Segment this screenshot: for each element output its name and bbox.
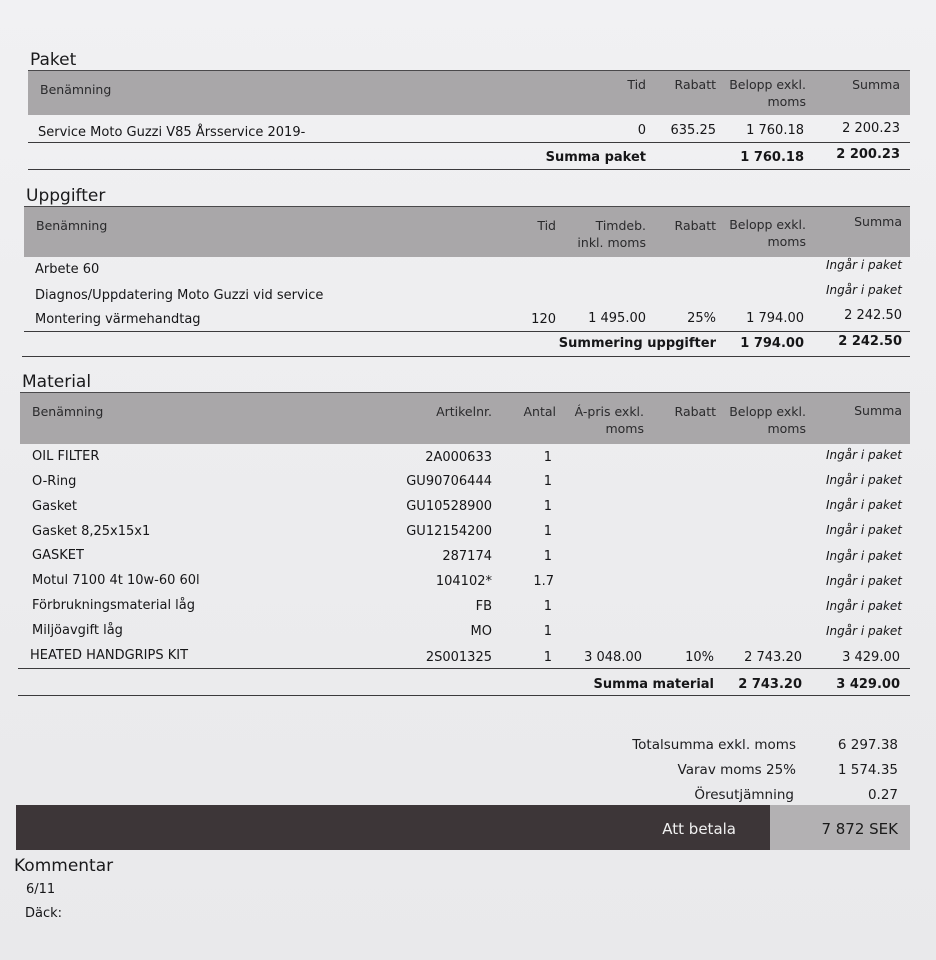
moms-value: 1 574.35: [837, 762, 898, 778]
paket-divider: [28, 142, 910, 143]
material-row-summa: Ingår i paket: [825, 574, 902, 588]
material-row-summa: Ingår i paket: [825, 624, 902, 638]
material-col-name: Benämning: [32, 404, 104, 419]
uppgifter-col-rabatt: Rabatt: [674, 218, 716, 233]
kommentar-line-2: Däck:: [25, 906, 63, 921]
material-col-summa: Summa: [854, 403, 902, 418]
material-bottom-line: [18, 695, 910, 696]
material-row-name: Miljöavgift låg: [32, 623, 123, 638]
material-col-belopp: Belopp exkl. moms: [729, 404, 806, 436]
uppgifter-col-summa: Summa: [854, 214, 902, 229]
oresutjamning-label: Öresutjämning: [694, 787, 794, 803]
att-betala-value: 7 872 SEK: [821, 820, 898, 838]
material-row-antal: 1.7: [533, 574, 554, 589]
paket-total-belopp: 1 760.18: [740, 150, 804, 165]
material-row-summa: Ingår i paket: [825, 523, 902, 537]
material-row-artikel: 287174: [442, 549, 492, 564]
uppgifter-row-name: Arbete 60: [35, 262, 100, 277]
paket-total-summa: 2 200.23: [836, 147, 900, 162]
total-exkl-value: 6 297.38: [837, 737, 898, 753]
uppgifter-col-timdeb: Timdeb. inkl. moms: [577, 218, 646, 250]
material-col-antal: Antal: [523, 404, 556, 419]
paket-row-name: Service Moto Guzzi V85 Årsservice 2019-: [38, 125, 306, 140]
material-row-artikel: FB: [475, 599, 492, 614]
uppgifter-col-belopp: Belopp exkl. moms: [729, 217, 806, 249]
kommentar-title: Kommentar: [14, 856, 114, 876]
material-total-belopp: 2 743.20: [738, 677, 802, 692]
material-row-antal: 1: [543, 599, 552, 614]
uppgifter-bottom-line: [22, 356, 910, 357]
material-row-artikel: MO: [470, 624, 492, 639]
material-total-label: Summa material: [593, 677, 714, 692]
uppgifter-col-tid: Tid: [537, 218, 556, 233]
uppgifter-col-name: Benämning: [36, 218, 108, 233]
uppgifter-divider: [24, 331, 910, 332]
material-row-antal: 1: [543, 650, 552, 665]
paket-bottom-line: [28, 169, 910, 170]
paket-row-summa: 2 200.23: [842, 121, 900, 136]
uppgifter-row-name: Montering värmehandtag: [35, 312, 201, 327]
material-total-summa: 3 429.00: [836, 677, 900, 692]
material-row-antal: 1: [543, 450, 552, 465]
uppgifter-total-label: Summering uppgifter: [558, 336, 716, 351]
paket-title: Paket: [30, 50, 77, 70]
material-row-antal: 1: [543, 624, 552, 639]
paket-row-rabatt: 635.25: [670, 123, 716, 138]
material-row-name: Gasket 8,25x15x1: [32, 524, 151, 539]
uppgifter-row-summa: 2 242.50: [844, 308, 902, 323]
uppgifter-row-belopp: 1 794.00: [746, 311, 804, 326]
kommentar-line-1: 6/11: [26, 882, 56, 897]
material-row-name: HEATED HANDGRIPS KIT: [30, 648, 189, 663]
material-col-artikel: Artikelnr.: [436, 404, 492, 419]
material-row-summa: Ingår i paket: [825, 473, 902, 487]
paket-col-summa: Summa: [852, 77, 900, 92]
material-row-name: OIL FILTER: [32, 449, 100, 464]
material-row-artikel: 104102*: [435, 574, 492, 589]
material-row-summa: 3 429.00: [842, 650, 900, 665]
moms-label: Varav moms 25%: [677, 762, 796, 778]
material-row-antal: 1: [543, 549, 552, 564]
uppgifter-title: Uppgifter: [26, 186, 106, 206]
paket-total-label: Summa paket: [545, 150, 646, 165]
material-row-summa: Ingår i paket: [825, 549, 902, 563]
material-row-artikel: GU10528900: [406, 499, 492, 514]
material-row-artikel: 2S001325: [425, 650, 492, 665]
material-row-artikel: 2A000633: [425, 450, 492, 465]
material-col-rabatt: Rabatt: [674, 404, 716, 419]
paket-col-name: Benämning: [40, 82, 112, 97]
material-row-name: Gasket: [32, 499, 77, 514]
uppgifter-row-tid: 120: [531, 312, 556, 327]
material-col-apris: Á-pris exkl. moms: [574, 404, 644, 436]
material-row-name: Motul 7100 4t 10w-60 60l: [32, 573, 200, 588]
uppgifter-row-timdeb: 1 495.00: [588, 311, 646, 326]
material-row-antal: 1: [543, 474, 552, 489]
material-row-name: O-Ring: [32, 474, 77, 489]
material-row-summa: Ingår i paket: [825, 498, 902, 512]
uppgifter-row-summa: Ingår i paket: [825, 283, 902, 297]
att-betala-label: Att betala: [662, 820, 736, 838]
uppgifter-total-belopp: 1 794.00: [740, 336, 804, 351]
material-row-belopp: 2 743.20: [744, 650, 802, 665]
paket-col-belopp: Belopp exkl. moms: [729, 77, 806, 109]
material-row-antal: 1: [543, 524, 552, 539]
paket-row-tid: 0: [637, 123, 646, 138]
paket-col-rabatt: Rabatt: [674, 77, 716, 92]
material-row-artikel: GU90706444: [406, 474, 492, 489]
uppgifter-row-summa: Ingår i paket: [825, 258, 902, 272]
material-row-antal: 1: [543, 499, 552, 514]
material-row-summa: Ingår i paket: [825, 448, 902, 462]
material-row-rabatt: 10%: [685, 650, 714, 665]
material-title: Material: [22, 372, 92, 392]
total-exkl-label: Totalsumma exkl. moms: [632, 737, 796, 753]
material-row-summa: Ingår i paket: [825, 599, 902, 613]
oresutjamning-value: 0.27: [867, 787, 898, 803]
paket-row-belopp: 1 760.18: [746, 123, 804, 138]
material-row-name: GASKET: [32, 548, 84, 563]
paket-col-tid: Tid: [627, 77, 646, 92]
material-divider: [18, 668, 910, 669]
material-row-name: Förbrukningsmaterial låg: [32, 598, 196, 613]
uppgifter-total-summa: 2 242.50: [838, 334, 902, 349]
uppgifter-row-name: Diagnos/Uppdatering Moto Guzzi vid service: [35, 288, 324, 303]
material-row-artikel: GU12154200: [406, 524, 492, 539]
material-row-apris: 3 048.00: [584, 650, 642, 665]
uppgifter-row-rabatt: 25%: [687, 311, 716, 326]
